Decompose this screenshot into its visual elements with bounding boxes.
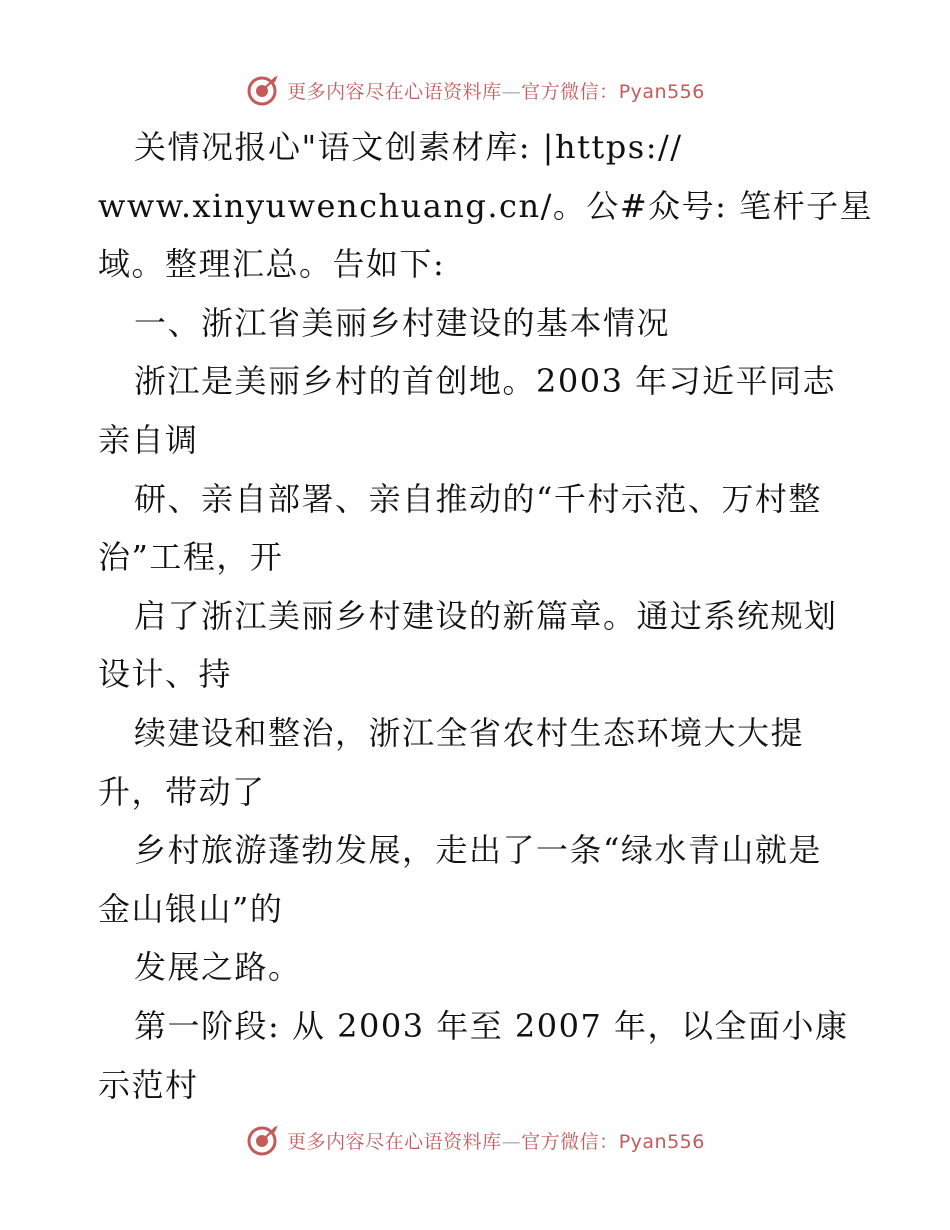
text-line-11: 续建设和整治，浙江全省农村生态环境大大提 xyxy=(134,713,805,752)
text-line-13: 乡村旅游蓬勃发展，走出了一条“绿水青山就是 xyxy=(134,831,822,870)
header-banner-prefix: 更多内容尽在心语资料库 xyxy=(287,80,502,103)
text-line-17: 示范村 xyxy=(98,1065,199,1104)
section-heading: 一、浙江省美丽乡村建设的基本情况 xyxy=(134,303,671,342)
text-line-8: 治”工程，开 xyxy=(98,538,284,577)
text-line-12: 升，带动了 xyxy=(98,772,266,811)
text-line-15: 发展之路。 xyxy=(134,948,302,987)
text-line-5: 浙江是美丽乡村的首创地。2003 年习近平同志 xyxy=(134,362,837,401)
footer-banner-separator: — xyxy=(501,1130,522,1153)
header-banner-wechat-id: Pyan556 xyxy=(618,80,705,103)
footer-watermark-banner xyxy=(0,1120,950,1160)
document-body xyxy=(98,118,898,1114)
text-line-1: 关情况报心"语文创素材库: |https:// xyxy=(134,128,683,166)
text-line-2: www.xinyuwenchuang.cn/。公#众号: 笔杆子星 xyxy=(98,186,874,225)
footer-banner-wechat-label: 官方微信： xyxy=(521,1130,619,1153)
header-watermark-banner xyxy=(0,70,950,110)
text-line-14: 金山银山”的 xyxy=(98,889,284,928)
footer-banner-text xyxy=(287,1127,705,1154)
text-line-10: 设计、持 xyxy=(98,655,233,694)
quill-circle-logo-icon xyxy=(245,1122,281,1158)
text-line-9: 启了浙江美丽乡村建设的新篇章。通过系统规划 xyxy=(134,596,838,635)
text-line-16: 第一阶段: 从 2003 年至 2007 年，以全面小康 xyxy=(134,1006,849,1045)
text-line-6: 亲自调 xyxy=(98,420,199,459)
footer-banner-prefix: 更多内容尽在心语资料库 xyxy=(287,1130,502,1153)
footer-banner-wechat-id: Pyan556 xyxy=(618,1130,705,1153)
header-banner-wechat-label: 官方微信： xyxy=(521,80,619,103)
header-banner-text xyxy=(287,77,705,104)
text-line-3: 域。整理汇总。告如下: xyxy=(98,245,446,284)
text-line-7: 研、亲自部署、亲自推动的“千村示范、万村整 xyxy=(134,479,822,518)
header-banner-separator: — xyxy=(501,80,522,103)
quill-circle-logo-icon xyxy=(245,72,281,108)
